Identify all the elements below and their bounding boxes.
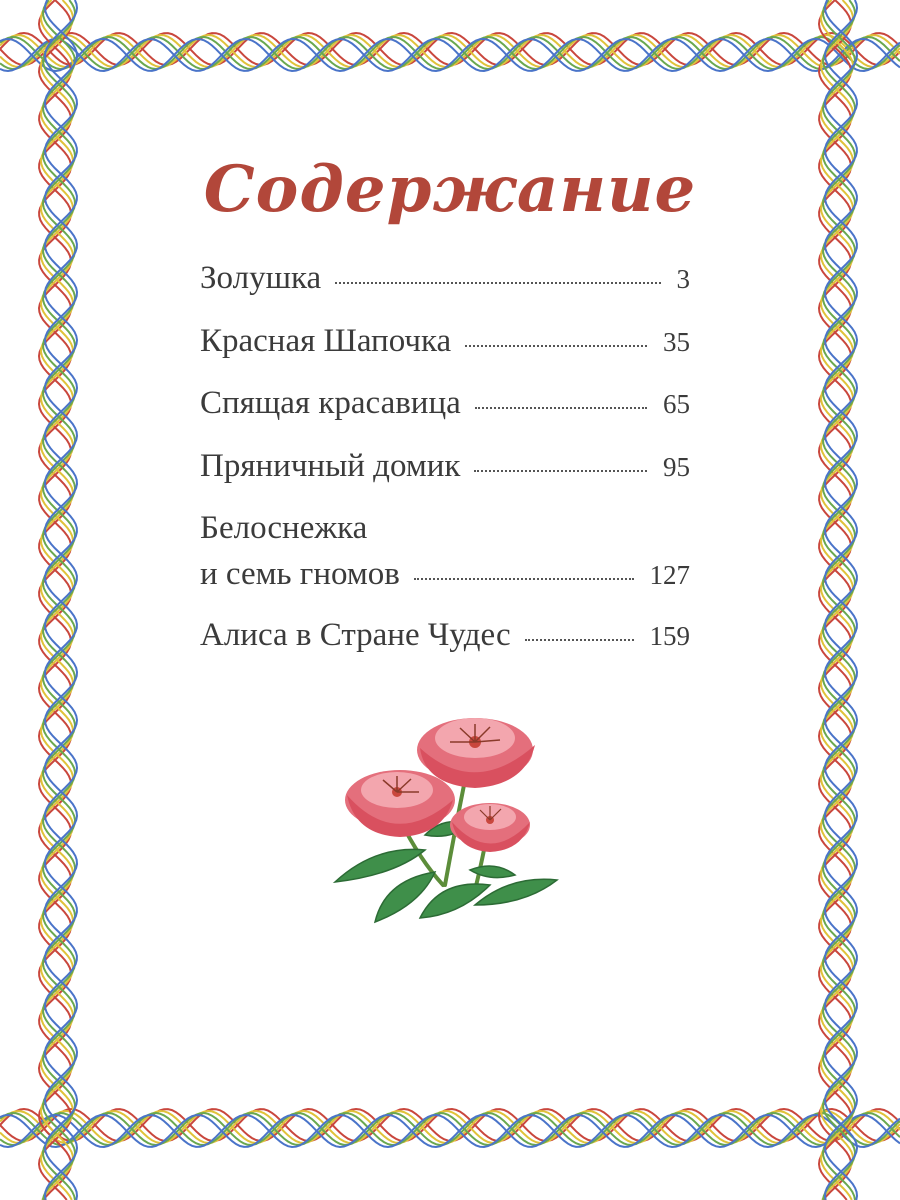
toc-entry-gingerbread-house[interactable] [200, 446, 690, 487]
toc-page-number: 159 [649, 621, 690, 651]
dot-leader [474, 470, 647, 472]
dot-leader [475, 407, 647, 409]
toc-entry-title: Спящая красавица [200, 385, 461, 421]
toc-page-number: 35 [663, 327, 690, 357]
flower-illustration [325, 700, 565, 930]
dot-leader [525, 639, 634, 641]
toc-page-number: 3 [676, 264, 690, 294]
toc-page-number: 95 [663, 452, 690, 482]
toc-entry-cinderella[interactable] [200, 258, 690, 299]
toc-entry-red-riding-hood[interactable] [200, 321, 690, 362]
toc-entry-title: Алиса в Стране Чудес [200, 617, 511, 653]
toc-entry-title-line-2: и семь гномов [200, 556, 400, 592]
toc-entry-title: Красная Шапочка [200, 323, 452, 359]
page-title: Содержание [203, 152, 697, 227]
dot-leader [414, 578, 634, 580]
toc-entry-snow-white[interactable] [200, 508, 690, 595]
toc-entry-alice[interactable] [200, 615, 690, 656]
toc-entry-title: Пряничный домик [200, 448, 461, 484]
toc-page-number: 127 [649, 560, 690, 590]
toc-entry-title-line-1: Белоснежка [200, 510, 368, 546]
dot-leader [335, 282, 660, 284]
toc-page-number: 65 [663, 389, 690, 419]
table-of-contents [200, 258, 690, 653]
dot-leader [465, 345, 647, 347]
toc-entry-title: Золушка [200, 260, 322, 296]
toc-entry-sleeping-beauty[interactable] [200, 383, 690, 424]
